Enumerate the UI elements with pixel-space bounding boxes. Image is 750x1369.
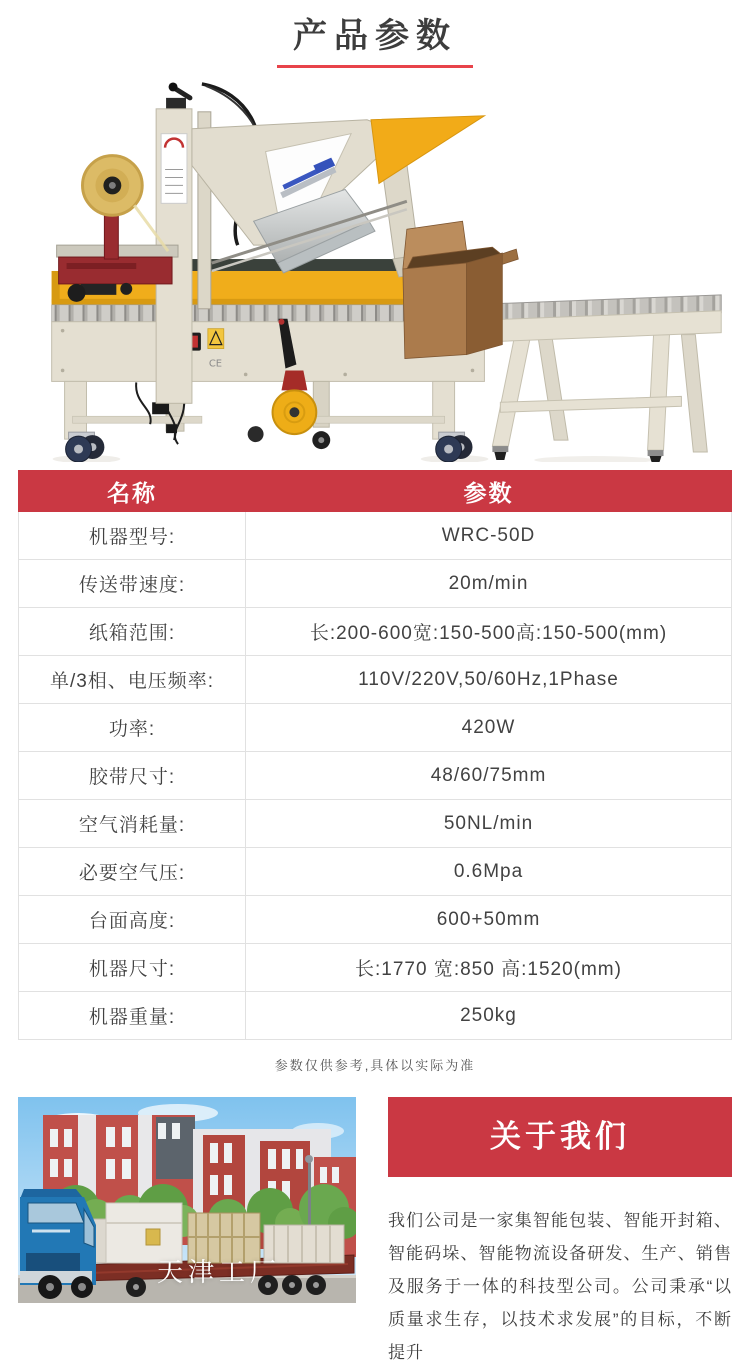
table-row [19, 896, 732, 944]
about-content [388, 1097, 732, 1369]
spec-value: 250kg [246, 992, 732, 1040]
table-row [19, 944, 732, 992]
factory-photo [18, 1097, 356, 1303]
factory-caption: 天津工厂 [156, 1257, 281, 1287]
table-row [19, 704, 732, 752]
svg-text:CE: CE [208, 358, 223, 370]
disclaimer-note: 参数仅供参考,具体以实际为准 [274, 1058, 476, 1073]
product-illustration [15, 74, 735, 462]
ground-shadows [53, 455, 654, 462]
table-row [19, 512, 732, 560]
table-row [19, 992, 732, 1040]
table-row [19, 800, 732, 848]
about-body: 我们公司是一家集智能包装、智能开封箱、智能码垛、智能物流设备研发、生产、销售及服务于一体的科技型公司。公司秉承“以质量求生存，以技术求发展”的目标，不断提升 [388, 1211, 732, 1362]
spec-name: 机器尺寸: [19, 944, 246, 992]
spec-name: 纸箱范围: [19, 608, 246, 656]
spec-name: 传送带速度: [19, 560, 246, 608]
spec-value: 600+50mm [246, 896, 732, 944]
casters [66, 426, 473, 462]
spec-value: 48/60/75mm [246, 752, 732, 800]
spec-value: 420W [246, 704, 732, 752]
about-section [0, 1097, 750, 1369]
table-row [19, 656, 732, 704]
table-row [19, 752, 732, 800]
cardboard-box [403, 221, 518, 358]
table-row [19, 560, 732, 608]
spec-name: 单/3相、电压频率: [19, 656, 246, 704]
spec-header-name: 名称 [19, 471, 246, 512]
spec-value: 110V/220V,50/60Hz,1Phase [246, 656, 732, 704]
table-row [19, 608, 732, 656]
spec-name: 胶带尺寸: [19, 752, 246, 800]
product-photo [15, 74, 735, 462]
exit-conveyor [467, 295, 722, 462]
spec-value: 20m/min [246, 560, 732, 608]
spec-name: 机器型号: [19, 512, 246, 560]
page-header [0, 0, 750, 68]
spec-name: 空气消耗量: [19, 800, 246, 848]
spec-name: 功率: [19, 704, 246, 752]
spec-header-row [19, 471, 732, 512]
spec-value: 长:1770 宽:850 高:1520(mm) [246, 944, 732, 992]
table-row [19, 848, 732, 896]
yellow-flap [371, 116, 484, 184]
page-title: 产品参数 [293, 17, 457, 55]
spec-value: 长:200-600宽:150-500高:150-500(mm) [246, 608, 732, 656]
title-underline [277, 65, 473, 68]
spec-header-value: 参数 [246, 471, 732, 512]
spec-value: 0.6Mpa [246, 848, 732, 896]
spec-value: 50NL/min [246, 800, 732, 848]
spec-name: 必要空气压: [19, 848, 246, 896]
about-heading: 关于我们 [388, 1097, 732, 1177]
spec-table [18, 470, 732, 1040]
spec-name: 台面高度: [19, 896, 246, 944]
spec-value: WRC-50D [246, 512, 732, 560]
spec-name: 机器重量: [19, 992, 246, 1040]
